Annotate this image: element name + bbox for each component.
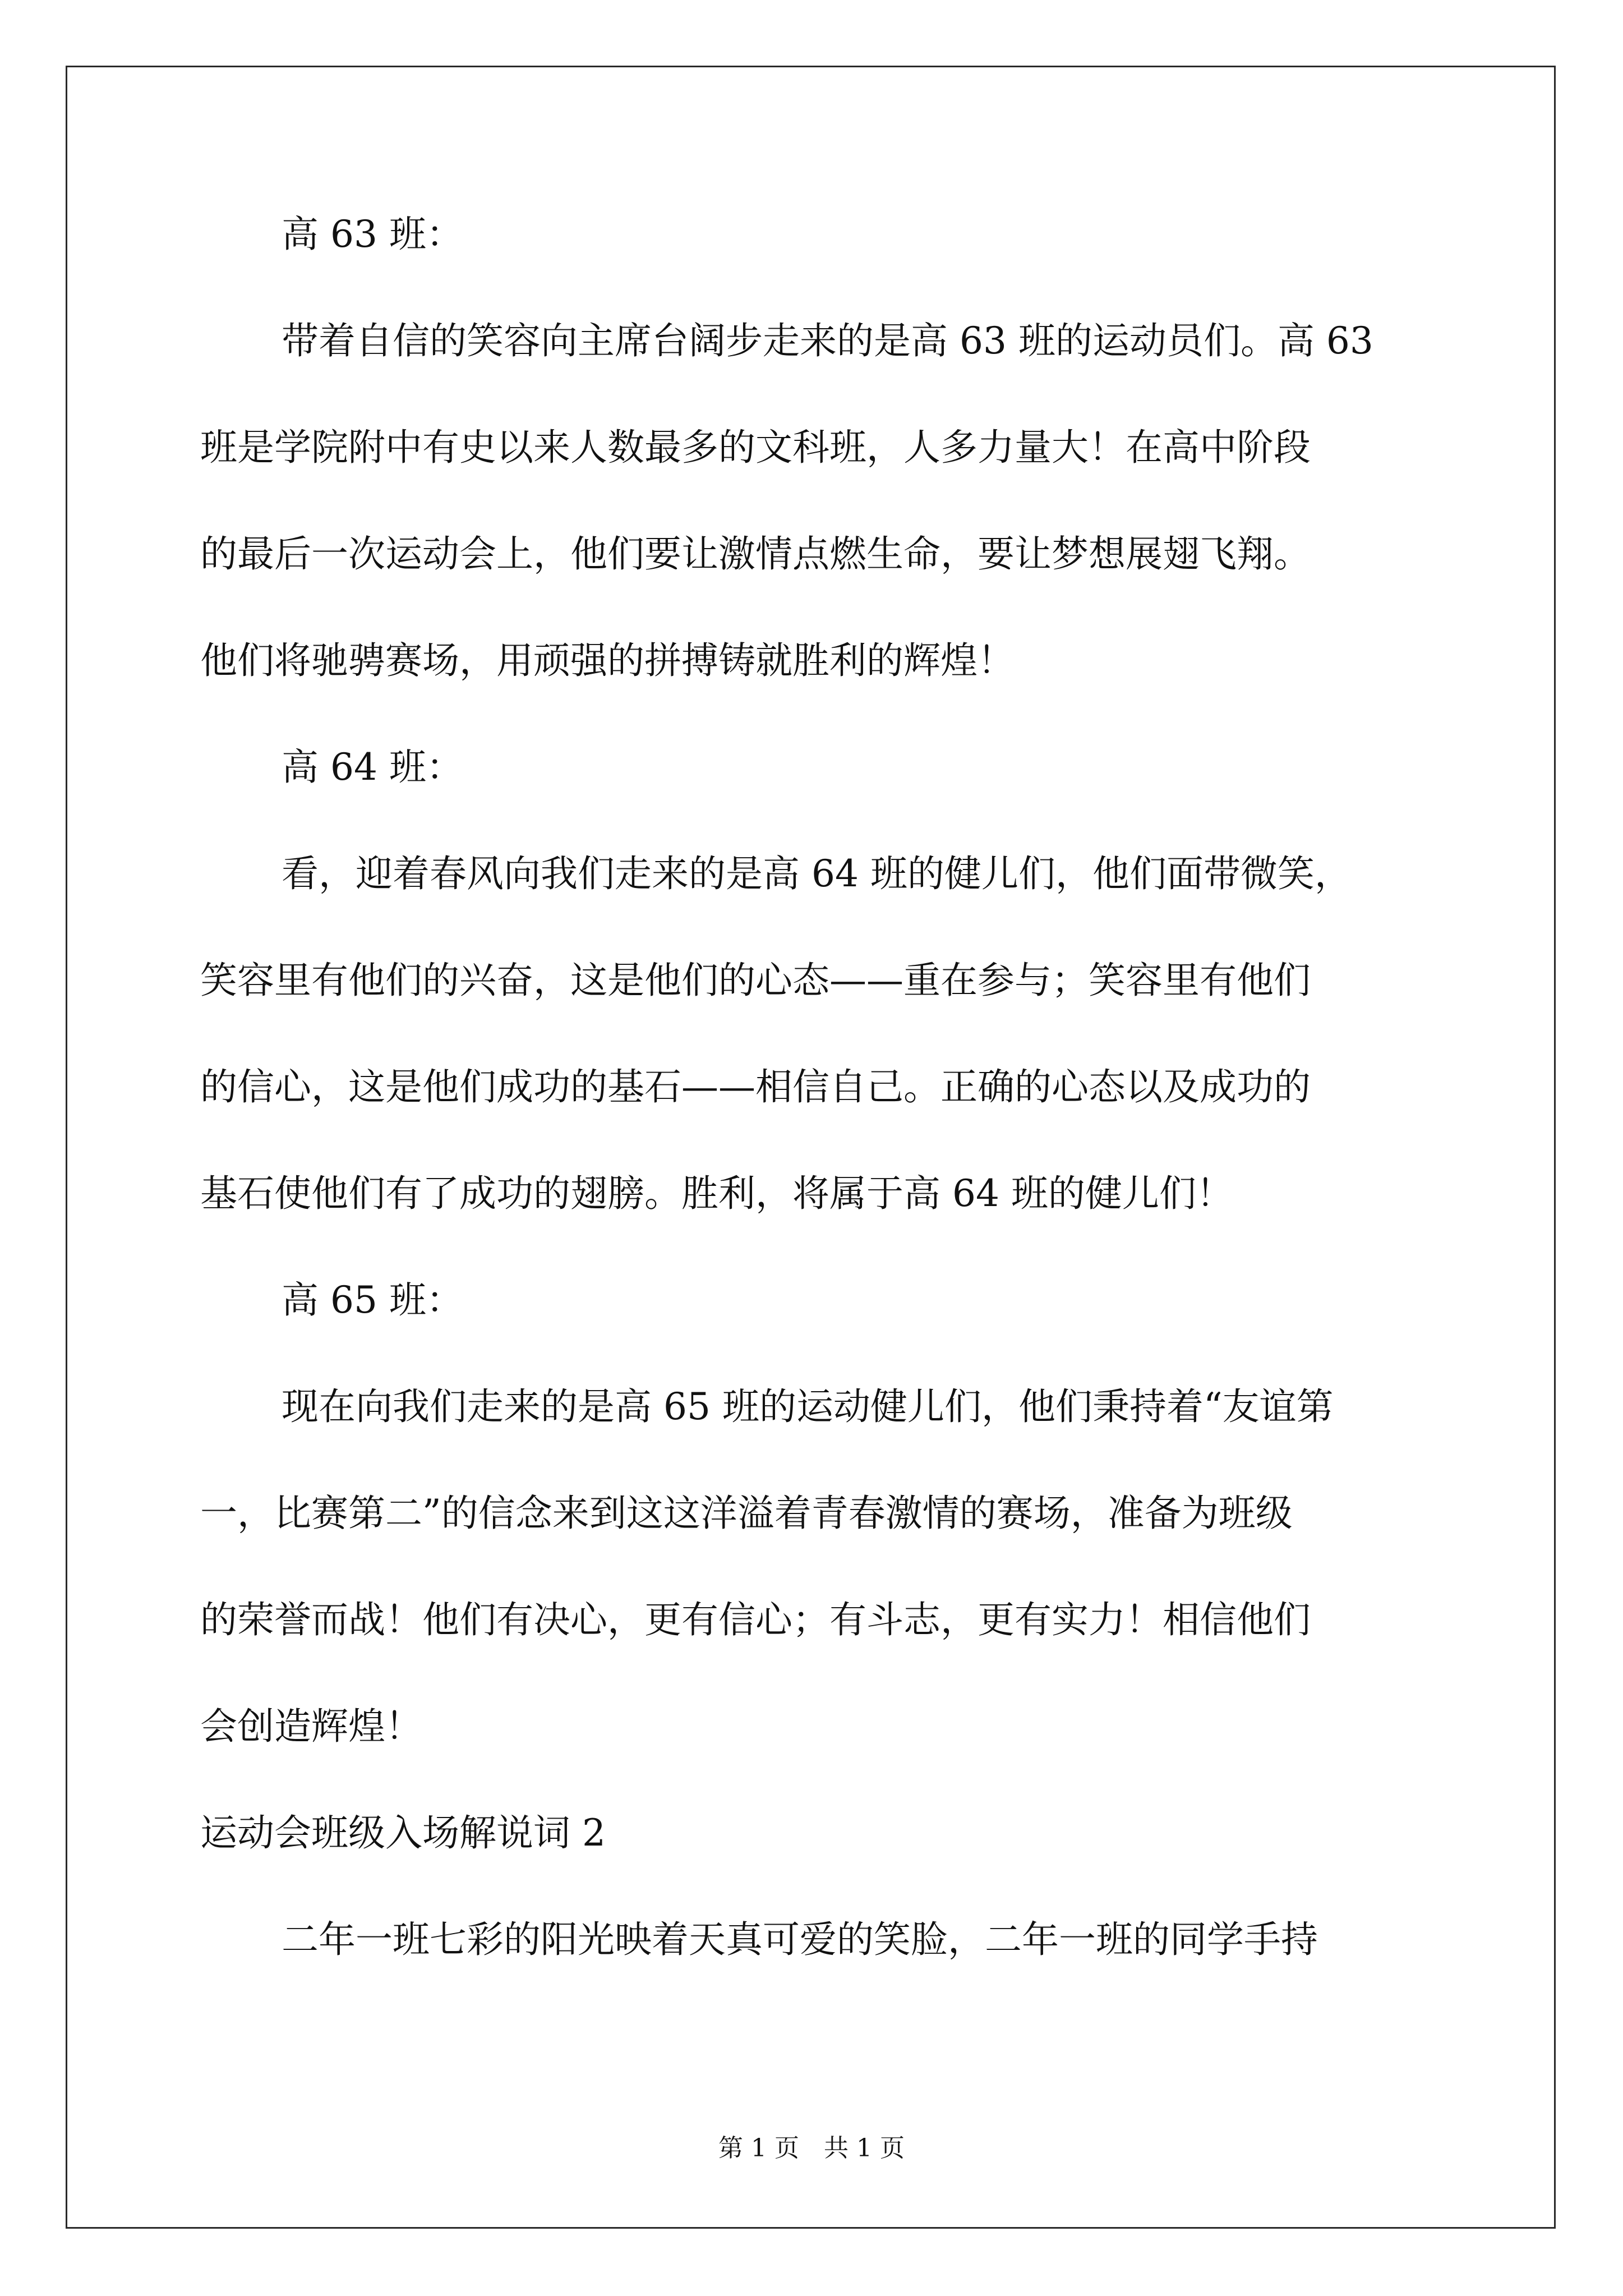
heading-class-64: 高 64 班： (282, 746, 463, 789)
paragraph-line: 的最后一次运动会上，他们要让激情点燃生命，要让梦想展翅飞翔。 (200, 532, 1311, 576)
paragraph-line: 会创造辉煌！ (200, 1705, 422, 1748)
paragraph-line: 看，迎着春风向我们走来的是高 64 班的健儿们，他们面带微笑， (282, 852, 1352, 895)
paragraph-line: 现在向我们走来的是高 65 班的运动健儿们，他们秉持着“友谊第 (282, 1385, 1334, 1428)
section-title: 运动会班级入场解说词 2 (200, 1811, 606, 1855)
paragraph-line: 他们将驰骋赛场，用顽强的拼搏铸就胜利的辉煌！ (200, 639, 1015, 682)
document-body (200, 208, 1434, 1966)
paragraph-line: 一，比赛第二”的信念来到这这洋溢着青春激情的赛场，准备为班级 (200, 1492, 1293, 1535)
heading-class-65: 高 65 班： (282, 1278, 463, 1322)
heading-class-63: 高 63 班： (282, 213, 463, 256)
paragraph-line: 班是学院附中有史以来人数最多的文科班，人多力量大！在高中阶段 (200, 426, 1311, 469)
paragraph-line: 的信心，这是他们成功的基石——相信自己。正确的心态以及成功的 (200, 1065, 1311, 1108)
paragraph-line: 带着自信的笑容向主席台阔步走来的是高 63 班的运动员们。高 63 (282, 319, 1373, 362)
paragraph-line: 笑容里有他们的兴奋，这是他们的心态——重在参与；笑容里有他们 (200, 959, 1311, 1002)
paragraph-line: 基石使他们有了成功的翅膀。胜利，将属于高 64 班的健儿们！ (200, 1172, 1233, 1215)
paragraph-line: 的荣誉而战！他们有决心，更有信心；有斗志，更有实力！相信他们 (200, 1598, 1311, 1641)
page-footer: 第 1 页 共 1 页 (718, 2134, 905, 2162)
paragraph-line: 二年一班七彩的阳光映着天真可爱的笑脸，二年一班的同学手持 (282, 1918, 1318, 1961)
